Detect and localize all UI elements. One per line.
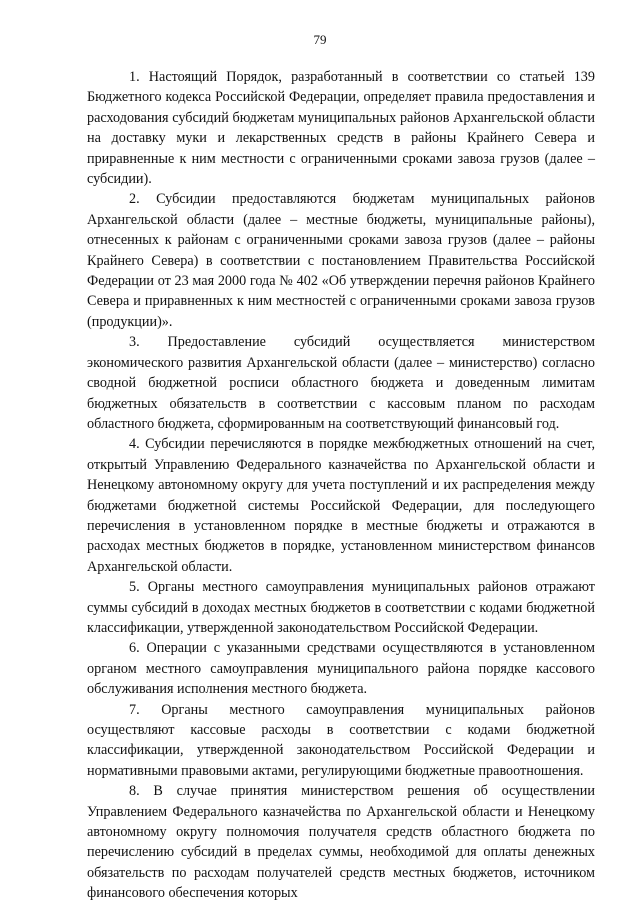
paragraph-8: 8. В случае принятия министерством решения об осуществлении Управлением Федерального казначейства по Архангельской области и Ненецкому автономному округу полномочия получателя средств областного бюджета по перечислению субсидий в пределах суммы, необходимой для оплаты денежных обязательств по расходам получателей средств местных бюджетов, источником финансового обеспечения которых <box>87 783 595 902</box>
paragraph-6: 6. Операции с указанными средствами осуществляются в установленном органом местного самоуправления муниципального района порядке кассового обслуживания исполнения местного бюджета. <box>87 640 595 698</box>
paragraph-1: 1. Настоящий Порядок, разработанный в соответствии со статьей 139 Бюджетного кодекса Российской Федерации, определяет правила предоставления и расходования субсидий бюджетам муниципальных районов Архангельской области на доставку муки и лекарственных средств в районы Крайнего Севера и приравненные к ним местности с ограниченными сроками завоза грузов (далее – субсидии). <box>87 69 595 188</box>
document-body <box>87 67 595 904</box>
paragraph-7: 7. Органы местного самоуправления муниципальных районов осуществляют кассовые расходы в соответствии с кодами бюджетной классификации, утвержденной законодательством Российской Федерации и нормативными правовыми актами, регулирующими бюджетные правоотношения. <box>87 701 595 779</box>
paragraph-2: 2. Субсидии предоставляются бюджетам муниципальных районов Архангельской области (далее – местные бюджеты, муниципальные районы), отнесенных к районам с ограниченными сроками завоза грузов (далее – районы Крайнего Севера) в соответствии с постановлением Правительства Российской Федерации от 23 мая 2000 года № 402 «Об утверждении перечня районов Крайнего Севера и приравненных к ним местностей с ограниченными сроками завоза грузов (продукции)». <box>87 191 595 330</box>
page-number: 79 <box>313 32 327 47</box>
paragraph-4: 4. Субсидии перечисляются в порядке межбюджетных отношений на счет, открытый Управлению Федерального казначейства по Архангельской области и Ненецкому автономному округу для учета поступлений и их распределения между бюджетами бюджетной системы Российской Федерации, для последующего перечисления в установленном порядке в местные бюджеты и отражаются в расходах местных бюджетов в порядке, установленном министерством финансов Архангельской области. <box>87 436 595 575</box>
paragraph-5: 5. Органы местного самоуправления муниципальных районов отражают суммы субсидий в доходах местных бюджетов в соответствии с кодами бюджетной классификации, утвержденной законодательством Российской Федерации. <box>87 579 595 636</box>
paragraph-3: 3. Предоставление субсидий осуществляется министерством экономического развития Архангельской области (далее – министерство) согласно сводной бюджетной росписи областного бюджета и доведенным лимитам бюджетных обязательств в соответствии с кассовым планом по расходам областного бюджета, сформированным на соответствующий финансовый год. <box>87 334 595 432</box>
